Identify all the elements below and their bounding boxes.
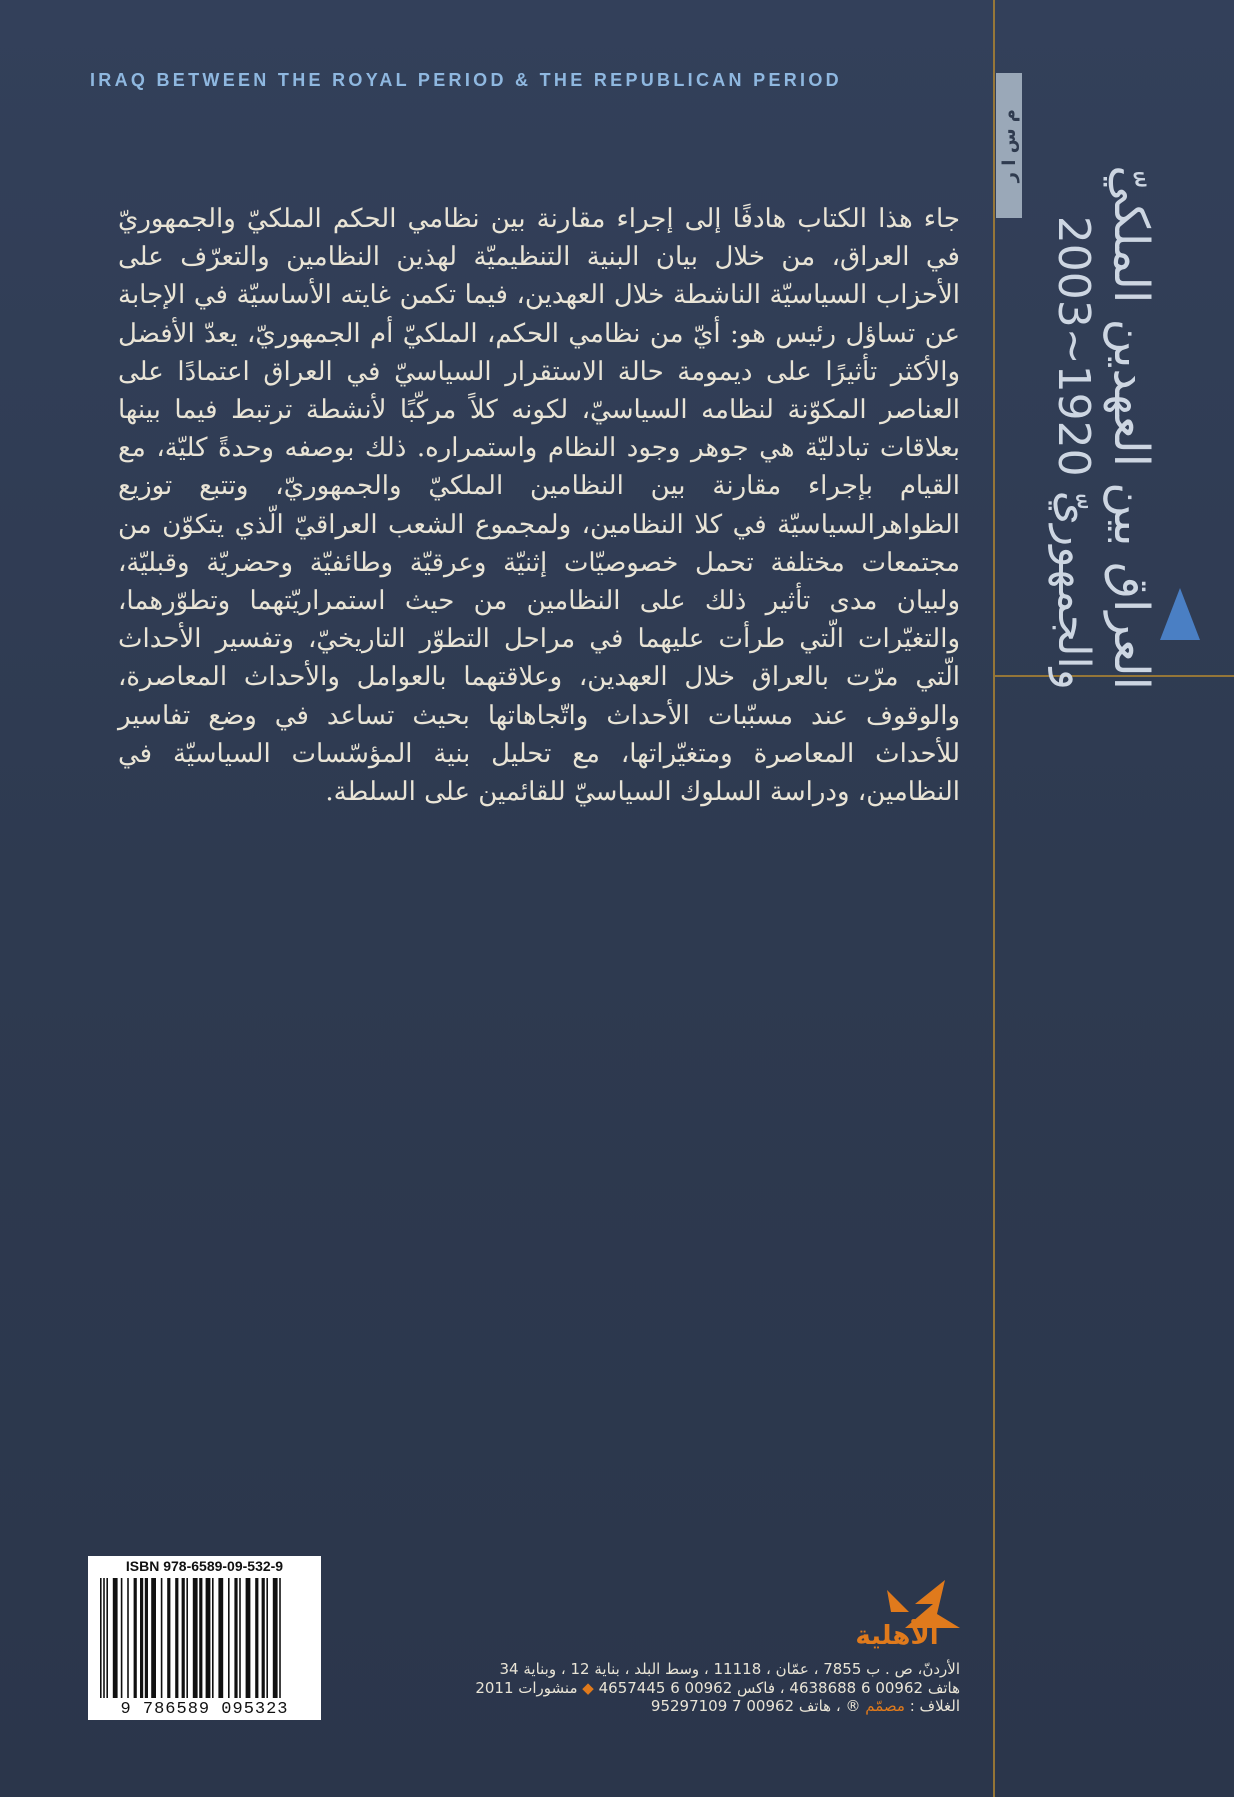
spine-divider-vertical xyxy=(993,0,995,1797)
barcode-bar xyxy=(186,1578,188,1698)
barcode-bar xyxy=(212,1578,214,1698)
barcode-bar xyxy=(175,1578,178,1698)
series-tab xyxy=(996,73,1022,218)
publisher-logo-text: الأهلية xyxy=(855,1621,939,1650)
barcode-bar xyxy=(167,1578,170,1698)
barcode-bar xyxy=(273,1578,278,1698)
publisher-info xyxy=(380,1660,960,1716)
barcode-bar xyxy=(239,1578,241,1698)
barcode-bar xyxy=(140,1578,143,1698)
isbn-label: ISBN 978-6589-09-532-9 xyxy=(125,1558,284,1574)
barcode-bar xyxy=(255,1578,258,1698)
publisher-address: الأردنّ، ص . ب 7855 ، عمّان ، 11118 ، وسط البلد ، بناية 12 ، وبناية 34 xyxy=(499,1660,960,1678)
barcode-bar xyxy=(127,1578,129,1698)
barcode-bar xyxy=(206,1578,211,1698)
triangle-marker-icon xyxy=(1160,588,1200,640)
publisher-contact xyxy=(380,1679,960,1698)
barcode xyxy=(88,1556,321,1720)
english-title: IRAQ BETWEEN THE ROYAL PERIOD & THE REPUBLICAN PERIOD xyxy=(90,70,842,90)
barcode-bar xyxy=(134,1578,137,1698)
barcode-bar xyxy=(106,1578,108,1698)
barcode-bar xyxy=(246,1578,251,1698)
diamond-icon: ◆ xyxy=(582,1678,594,1697)
barcode-bar xyxy=(199,1578,202,1698)
barcode-bar xyxy=(161,1578,163,1698)
series-label: م س ا ر xyxy=(998,108,1020,183)
cover-credit-label: الغلاف : xyxy=(909,1697,960,1715)
cover-credit xyxy=(380,1697,960,1716)
barcode-bar xyxy=(234,1578,237,1698)
cover-credit-name: مصمّم xyxy=(865,1697,905,1715)
barcode-bar xyxy=(266,1578,268,1698)
publisher-edition: منشورات 2011 xyxy=(475,1678,578,1697)
barcode-bar xyxy=(218,1578,223,1698)
barcode-bar xyxy=(100,1578,102,1698)
publisher-logo xyxy=(805,1570,965,1650)
cover-credit-phone: ، هاتف 00962 7 95297109 xyxy=(650,1697,841,1715)
arabic-title-line1: العراق بين العهدين الملكيّ xyxy=(1103,165,1159,690)
barcode-digits: 9 786589 095323 xyxy=(120,1700,289,1719)
barcode-bar xyxy=(228,1578,230,1698)
barcode-bar xyxy=(145,1578,148,1698)
barcode-bar xyxy=(113,1578,118,1698)
publisher-phones: هاتف 00962 6 4638688 ، فاكس 00962 6 4657445 xyxy=(598,1678,960,1697)
registered-icon: ® xyxy=(845,1697,861,1715)
barcode-bar xyxy=(262,1578,265,1698)
arabic-title-line2: والجمهوريّ 1920~2003 xyxy=(1048,215,1099,690)
barcode-bar xyxy=(151,1578,156,1698)
barcode-bar xyxy=(103,1578,105,1698)
barcode-bar xyxy=(121,1578,123,1698)
barcode-bar xyxy=(279,1578,281,1698)
barcode-bar xyxy=(193,1578,198,1698)
blurb-text: جاء هذا الكتاب هادفًا إلى إجراء مقارنة بين نظامي الحكم الملكيّ والجمهوريّ في العراق، من خلال بيان البنية التنظيميّة لهذين النظامين والتعرّف على الأحزاب السياسيّة الناشطة خلال العهدين، فيما تكمن غايته الأساسيّة في الإجابة عن تساؤل رئيس هو: أيّ من نظامي الحكم، الملكيّ أم الجمهوريّ، يعدّ الأفضل والأكثر تأثيرًا على ديمومة حالة الاستقرار السياسيّ في العراق اعتمادًا على العناصر المكوّنة لنظامه السياسيّ، لكونه كلاً مركّبًا لأنشطة ترتبط فيما بينها بعلاقات تبادليّة هي جوهر وجود النظام واستمراره. ذلك بوصفه وحدةً كليّة، مع القيام بإجراء مقارنة بين النظامين الملكيّ والجمهوريّ، وتتبع توزيع الظواهرالسياسيّة في كلا النظامين، ولمجموع الشعب العراقيّ الّذي يتكوّن من مجتمعات مختلفة تحمل خصوصيّات إثنيّة وعرقيّة وطائفيّة وحضريّة وقبليّة، ولبيان مدى تأثير ذلك على النظامين من حيث استمراريّتهما وتطوّرهما، والتغيّرات الّتي طرأت عليهما في مراحل التطوّر التاريخيّ، وتفسير الأحداث الّتي مرّت بالعراق خلال العهدين، وعلاقتهما بالعوامل والأحداث المعاصرة، والوقوف عند مسبّبات الأحداث واتّجاهاتها بحيث تساعد في وضع تفاسير للأحداث المعاصرة ومتغيّراتها، مع تحليل بنية المؤسّسات السياسيّة في النظامين، ودراسة السلوك السياسيّ للقائمين على السلطة. xyxy=(118,204,960,808)
barcode-bars xyxy=(96,1578,313,1698)
barcode-bar xyxy=(182,1578,185,1698)
